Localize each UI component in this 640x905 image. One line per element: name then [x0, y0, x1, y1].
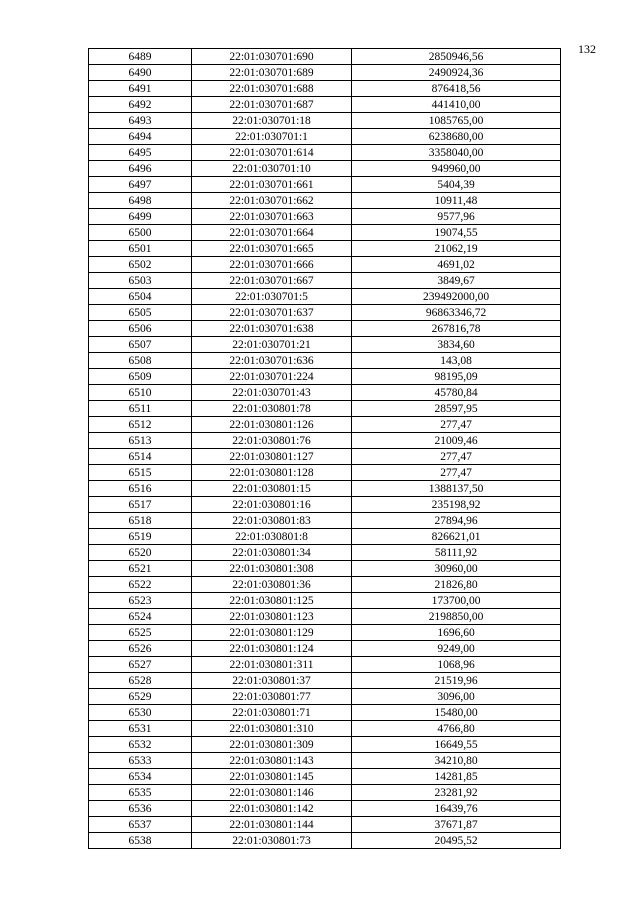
cadastral-number-cell: 22:01:030801:73	[192, 833, 352, 849]
table-row	[89, 833, 561, 849]
value-cell: 9249,00	[352, 641, 561, 657]
table-row	[89, 481, 561, 497]
value-cell: 19074,55	[352, 225, 561, 241]
value-cell: 45780,84	[352, 385, 561, 401]
cadastral-number-cell: 22:01:030801:8	[192, 529, 352, 545]
cadastral-number-cell: 22:01:030701:614	[192, 145, 352, 161]
value-cell: 3096,00	[352, 689, 561, 705]
cadastral-value-table	[88, 48, 561, 849]
value-cell: 2490924,36	[352, 65, 561, 81]
row-number-cell: 6496	[89, 161, 192, 177]
cadastral-number-cell: 22:01:030701:5	[192, 289, 352, 305]
table-row	[89, 657, 561, 673]
cadastral-number-cell: 22:01:030801:309	[192, 737, 352, 753]
row-number-cell: 6509	[89, 369, 192, 385]
table-row	[89, 401, 561, 417]
table-row	[89, 801, 561, 817]
row-number-cell: 6538	[89, 833, 192, 849]
row-number-cell: 6489	[89, 49, 192, 65]
row-number-cell: 6520	[89, 545, 192, 561]
value-cell: 9577,96	[352, 209, 561, 225]
table-row	[89, 417, 561, 433]
row-number-cell: 6521	[89, 561, 192, 577]
value-cell: 173700,00	[352, 593, 561, 609]
value-cell: 20495,52	[352, 833, 561, 849]
row-number-cell: 6524	[89, 609, 192, 625]
value-cell: 2850946,56	[352, 49, 561, 65]
cadastral-number-cell: 22:01:030801:124	[192, 641, 352, 657]
value-cell: 34210,80	[352, 753, 561, 769]
table-row	[89, 353, 561, 369]
row-number-cell: 6526	[89, 641, 192, 657]
table-row	[89, 769, 561, 785]
row-number-cell: 6525	[89, 625, 192, 641]
table-row	[89, 561, 561, 577]
cadastral-number-cell: 22:01:030701:43	[192, 385, 352, 401]
cadastral-number-cell: 22:01:030801:76	[192, 433, 352, 449]
row-number-cell: 6518	[89, 513, 192, 529]
value-cell: 1085765,00	[352, 113, 561, 129]
table-row	[89, 97, 561, 113]
cadastral-number-cell: 22:01:030701:18	[192, 113, 352, 129]
row-number-cell: 6517	[89, 497, 192, 513]
value-cell: 1068,96	[352, 657, 561, 673]
value-cell: 1388137,50	[352, 481, 561, 497]
table-row	[89, 433, 561, 449]
table-row	[89, 369, 561, 385]
cadastral-number-cell: 22:01:030801:128	[192, 465, 352, 481]
value-cell: 58111,92	[352, 545, 561, 561]
row-number-cell: 6519	[89, 529, 192, 545]
table-row	[89, 545, 561, 561]
row-number-cell: 6511	[89, 401, 192, 417]
value-cell: 21519,96	[352, 673, 561, 689]
table-row	[89, 737, 561, 753]
table-row	[89, 49, 561, 65]
row-number-cell: 6515	[89, 465, 192, 481]
row-number-cell: 6516	[89, 481, 192, 497]
value-cell: 3834,60	[352, 337, 561, 353]
value-cell: 21009,46	[352, 433, 561, 449]
cadastral-number-cell: 22:01:030801:145	[192, 769, 352, 785]
cadastral-number-cell: 22:01:030801:311	[192, 657, 352, 673]
table-row	[89, 257, 561, 273]
value-cell: 239492000,00	[352, 289, 561, 305]
table-row	[89, 593, 561, 609]
value-cell: 267816,78	[352, 321, 561, 337]
cadastral-number-cell: 22:01:030801:310	[192, 721, 352, 737]
table-row	[89, 209, 561, 225]
value-cell: 4766,80	[352, 721, 561, 737]
value-cell: 277,47	[352, 449, 561, 465]
row-number-cell: 6491	[89, 81, 192, 97]
table-row	[89, 753, 561, 769]
row-number-cell: 6528	[89, 673, 192, 689]
row-number-cell: 6532	[89, 737, 192, 753]
cadastral-number-cell: 22:01:030701:690	[192, 49, 352, 65]
cadastral-number-cell: 22:01:030701:687	[192, 97, 352, 113]
row-number-cell: 6505	[89, 305, 192, 321]
cadastral-number-cell: 22:01:030801:127	[192, 449, 352, 465]
row-number-cell: 6504	[89, 289, 192, 305]
cadastral-number-cell: 22:01:030801:123	[192, 609, 352, 625]
value-cell: 30960,00	[352, 561, 561, 577]
table-row	[89, 129, 561, 145]
table-row	[89, 273, 561, 289]
cadastral-number-cell: 22:01:030701:667	[192, 273, 352, 289]
cadastral-number-cell: 22:01:030801:78	[192, 401, 352, 417]
table-row	[89, 513, 561, 529]
value-cell: 1696,60	[352, 625, 561, 641]
cadastral-number-cell: 22:01:030701:662	[192, 193, 352, 209]
table-row	[89, 113, 561, 129]
table-row	[89, 641, 561, 657]
row-number-cell: 6508	[89, 353, 192, 369]
cadastral-number-cell: 22:01:030801:126	[192, 417, 352, 433]
table-row	[89, 625, 561, 641]
value-cell: 14281,85	[352, 769, 561, 785]
row-number-cell: 6495	[89, 145, 192, 161]
value-cell: 27894,96	[352, 513, 561, 529]
value-cell: 16649,55	[352, 737, 561, 753]
row-number-cell: 6510	[89, 385, 192, 401]
table-row	[89, 241, 561, 257]
table-row	[89, 529, 561, 545]
table-row	[89, 449, 561, 465]
row-number-cell: 6492	[89, 97, 192, 113]
value-cell: 10911,48	[352, 193, 561, 209]
cadastral-number-cell: 22:01:030801:71	[192, 705, 352, 721]
table-row	[89, 673, 561, 689]
value-cell: 3358040,00	[352, 145, 561, 161]
row-number-cell: 6529	[89, 689, 192, 705]
cadastral-number-cell: 22:01:030701:224	[192, 369, 352, 385]
cadastral-number-cell: 22:01:030801:15	[192, 481, 352, 497]
table-row	[89, 289, 561, 305]
cadastral-number-cell: 22:01:030801:125	[192, 593, 352, 609]
table-row	[89, 577, 561, 593]
cadastral-number-cell: 22:01:030801:36	[192, 577, 352, 593]
table-row	[89, 497, 561, 513]
value-cell: 15480,00	[352, 705, 561, 721]
row-number-cell: 6498	[89, 193, 192, 209]
cadastral-number-cell: 22:01:030801:308	[192, 561, 352, 577]
row-number-cell: 6523	[89, 593, 192, 609]
value-cell: 2198850,00	[352, 609, 561, 625]
table-row	[89, 177, 561, 193]
value-cell: 826621,01	[352, 529, 561, 545]
cadastral-number-cell: 22:01:030701:637	[192, 305, 352, 321]
table-row	[89, 465, 561, 481]
cadastral-number-cell: 22:01:030801:34	[192, 545, 352, 561]
value-cell: 4691,02	[352, 257, 561, 273]
table-body	[89, 49, 561, 849]
row-number-cell: 6501	[89, 241, 192, 257]
cadastral-number-cell: 22:01:030801:37	[192, 673, 352, 689]
row-number-cell: 6514	[89, 449, 192, 465]
page-number: 132	[578, 42, 596, 56]
table-row	[89, 337, 561, 353]
row-number-cell: 6502	[89, 257, 192, 273]
cadastral-number-cell: 22:01:030801:129	[192, 625, 352, 641]
cadastral-number-cell: 22:01:030701:666	[192, 257, 352, 273]
value-cell: 3849,67	[352, 273, 561, 289]
value-cell: 21826,80	[352, 577, 561, 593]
row-number-cell: 6533	[89, 753, 192, 769]
row-number-cell: 6507	[89, 337, 192, 353]
cadastral-number-cell: 22:01:030801:83	[192, 513, 352, 529]
table-row	[89, 609, 561, 625]
value-cell: 277,47	[352, 465, 561, 481]
row-number-cell: 6499	[89, 209, 192, 225]
value-cell: 28597,95	[352, 401, 561, 417]
table-row	[89, 321, 561, 337]
value-cell: 876418,56	[352, 81, 561, 97]
table-row	[89, 65, 561, 81]
value-cell: 37671,87	[352, 817, 561, 833]
row-number-cell: 6490	[89, 65, 192, 81]
value-cell: 5404,39	[352, 177, 561, 193]
row-number-cell: 6537	[89, 817, 192, 833]
cadastral-number-cell: 22:01:030801:16	[192, 497, 352, 513]
cadastral-number-cell: 22:01:030701:638	[192, 321, 352, 337]
cadastral-number-cell: 22:01:030701:664	[192, 225, 352, 241]
cadastral-number-cell: 22:01:030701:689	[192, 65, 352, 81]
row-number-cell: 6530	[89, 705, 192, 721]
value-cell: 235198,92	[352, 497, 561, 513]
value-cell: 96863346,72	[352, 305, 561, 321]
cadastral-number-cell: 22:01:030701:10	[192, 161, 352, 177]
row-number-cell: 6535	[89, 785, 192, 801]
cadastral-number-cell: 22:01:030801:144	[192, 817, 352, 833]
table-row	[89, 193, 561, 209]
value-cell: 949960,00	[352, 161, 561, 177]
table-row	[89, 225, 561, 241]
cadastral-number-cell: 22:01:030701:21	[192, 337, 352, 353]
cadastral-number-cell: 22:01:030801:143	[192, 753, 352, 769]
value-cell: 98195,09	[352, 369, 561, 385]
value-cell: 6238680,00	[352, 129, 561, 145]
cadastral-number-cell: 22:01:030701:636	[192, 353, 352, 369]
value-cell: 16439,76	[352, 801, 561, 817]
cadastral-number-cell: 22:01:030701:688	[192, 81, 352, 97]
cadastral-number-cell: 22:01:030801:142	[192, 801, 352, 817]
cadastral-number-cell: 22:01:030701:661	[192, 177, 352, 193]
cadastral-number-cell: 22:01:030801:146	[192, 785, 352, 801]
row-number-cell: 6522	[89, 577, 192, 593]
value-cell: 143,08	[352, 353, 561, 369]
table-row	[89, 305, 561, 321]
table-row	[89, 689, 561, 705]
row-number-cell: 6493	[89, 113, 192, 129]
cadastral-number-cell: 22:01:030701:663	[192, 209, 352, 225]
value-cell: 277,47	[352, 417, 561, 433]
table-row	[89, 81, 561, 97]
value-cell: 21062,19	[352, 241, 561, 257]
row-number-cell: 6536	[89, 801, 192, 817]
cadastral-number-cell: 22:01:030701:1	[192, 129, 352, 145]
cadastral-number-cell: 22:01:030701:665	[192, 241, 352, 257]
table-row	[89, 161, 561, 177]
row-number-cell: 6497	[89, 177, 192, 193]
row-number-cell: 6512	[89, 417, 192, 433]
table-row	[89, 817, 561, 833]
row-number-cell: 6527	[89, 657, 192, 673]
table-row	[89, 145, 561, 161]
row-number-cell: 6506	[89, 321, 192, 337]
table-row	[89, 721, 561, 737]
cadastral-number-cell: 22:01:030801:77	[192, 689, 352, 705]
row-number-cell: 6513	[89, 433, 192, 449]
row-number-cell: 6534	[89, 769, 192, 785]
value-cell: 441410,00	[352, 97, 561, 113]
table-row	[89, 705, 561, 721]
value-cell: 23281,92	[352, 785, 561, 801]
row-number-cell: 6531	[89, 721, 192, 737]
row-number-cell: 6503	[89, 273, 192, 289]
table-row	[89, 785, 561, 801]
table-row	[89, 385, 561, 401]
row-number-cell: 6494	[89, 129, 192, 145]
row-number-cell: 6500	[89, 225, 192, 241]
